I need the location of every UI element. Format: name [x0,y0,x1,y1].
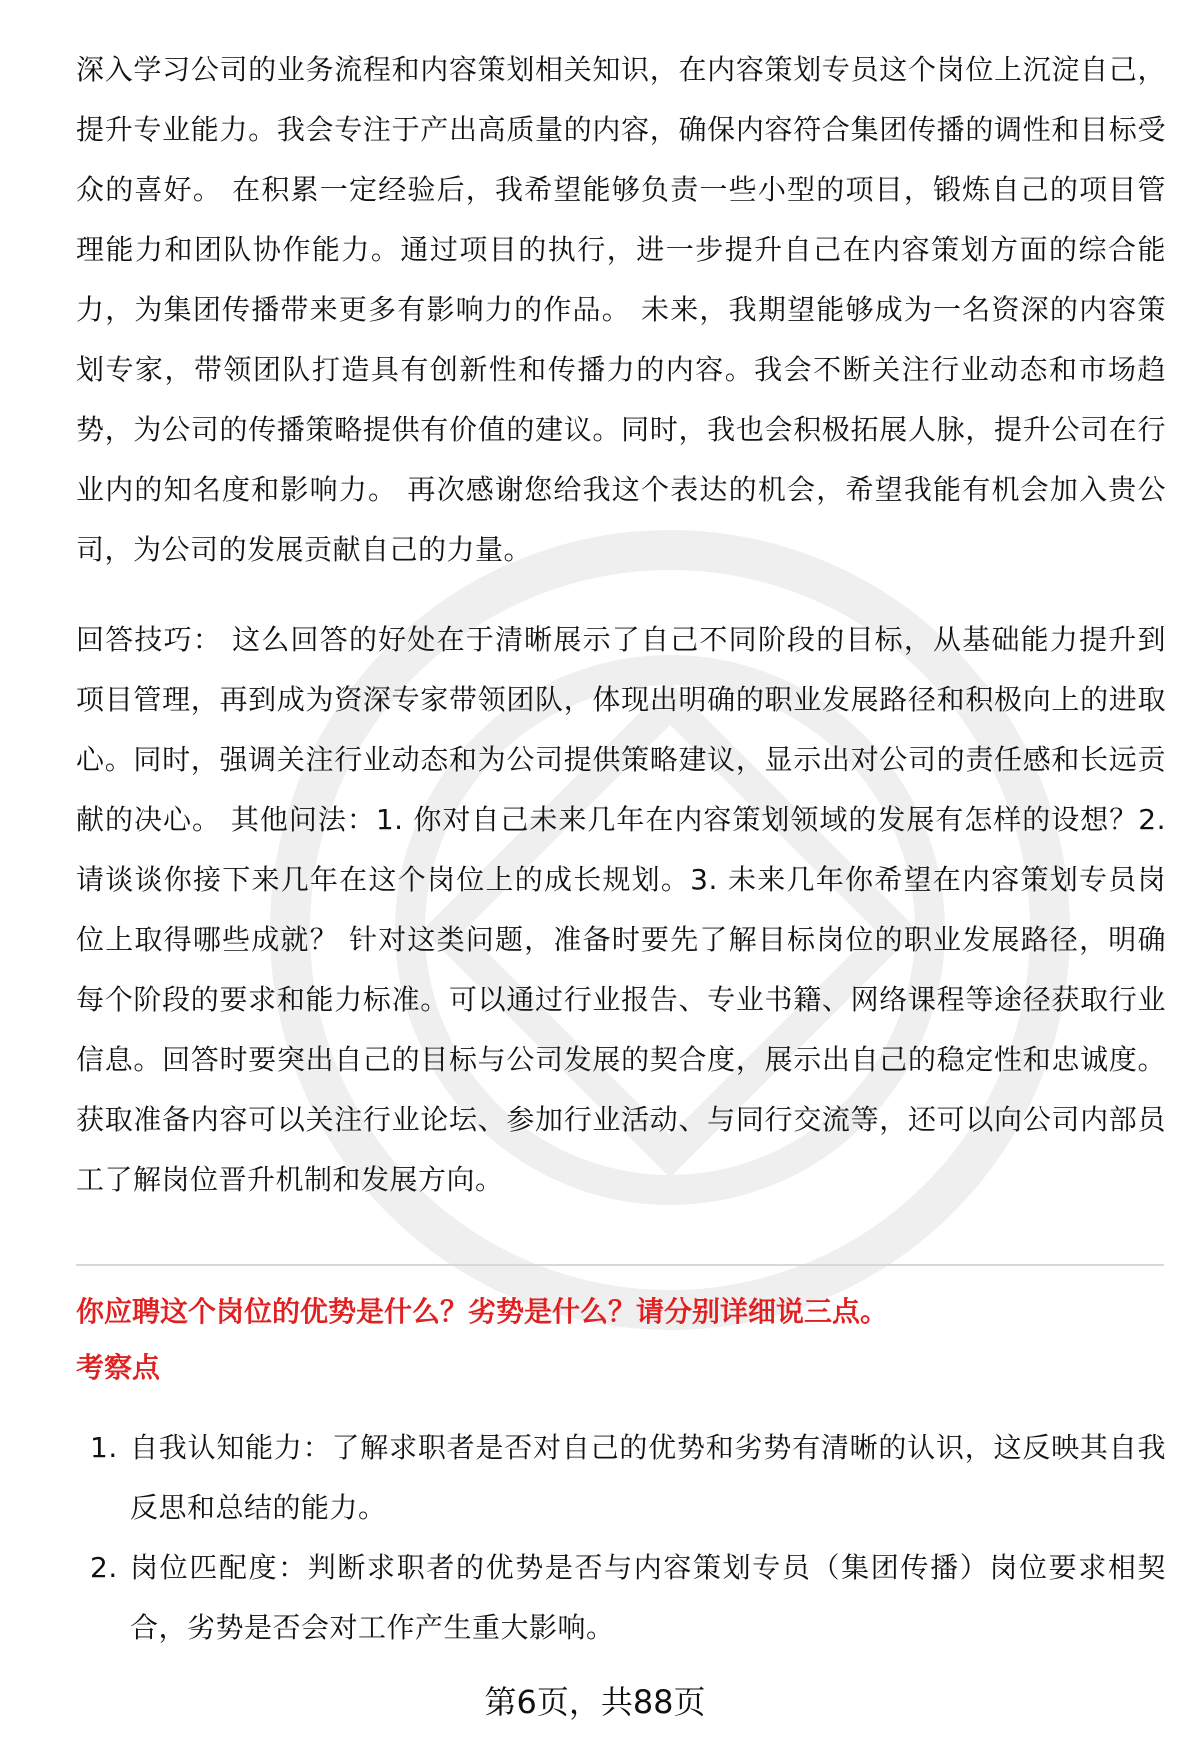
list-item-number: 1. [90,1431,118,1464]
list-item [76,1538,1166,1658]
section-divider [76,1264,1164,1266]
list-item-text: 自我认知能力：了解求职者是否对自己的优势和劣势有清晰的认识，这反映其自我反思和总结的能力。 [130,1431,1166,1524]
question-title: 你应聘这个岗位的优势是什么？劣势是什么？请分别详细说三点。 [76,1295,889,1328]
list-item-text: 岗位匹配度：判断求职者的优势是否与内容策划专员（集团传播）岗位要求相契合，劣势是否会对工作产生重大影响。 [130,1551,1166,1644]
list-item [76,1418,1166,1538]
list-item-number: 2. [90,1551,118,1584]
assessment-points-heading: 考察点 [76,1351,161,1384]
answer-paragraph: 深入学习公司的业务流程和内容策划相关知识，在内容策划专员这个岗位上沉淀自己，提升专业能力。我会专注于产出高质量的内容，确保内容符合集团传播的调性和目标受众的喜好。 在积累一定经验后，我希望能够负责一些小型的项目，锻炼自己的项目管理能力和团队协作能力。通过项目的执行，进一步提升自己在内容策划方面的综合能力，为集团传播带来更多有影响力的作品。 未来，我期望能够成为一名资深的内容策划专家，带领团队打造具有创新性和传播力的内容。我会不断关注行业动态和市场趋势，为公司的传播策略提供有价值的建议。同时，我也会积极拓展人脉，提升公司在行业内的知名度和影响力。 再次感谢您给我这个表达的机会，希望我能有机会加入贵公司，为公司的发展贡献自己的力量。 [76,53,1166,566]
assessment-points-list [76,1418,1166,1658]
tips-paragraph: 回答技巧： 这么回答的好处在于清晰展示了自己不同阶段的目标，从基础能力提升到项目管理，再到成为资深专家带领团队，体现出明确的职业发展路径和积极向上的进取心。同时，强调关注行业动态和为公司提供策略建议，显示出对公司的责任感和长远贡献的决心。 其他问法：1. 你对自己未来几年在内容策划领域的发展有怎样的设想？2. 请谈谈你接下来几年在这个岗位上的成长规划。3. 未来几年你希望在内容策划专员岗位上取得哪些成就？ 针对这类问题，准备时要先了解目标岗位的职业发展路径，明确每个阶段的要求和能力标准。可以通过行业报告、专业书籍、网络课程等途径获取行业信息。回答时要突出自己的目标与公司发展的契合度，展示出自己的稳定性和忠诚度。获取准备内容可以关注行业论坛、参加行业活动、与同行交流等，还可以向公司内部员工了解岗位晋升机制和发展方向。 [76,623,1166,1196]
main-content [76,40,1166,1210]
page-number: 第6页，共88页 [484,1683,706,1721]
